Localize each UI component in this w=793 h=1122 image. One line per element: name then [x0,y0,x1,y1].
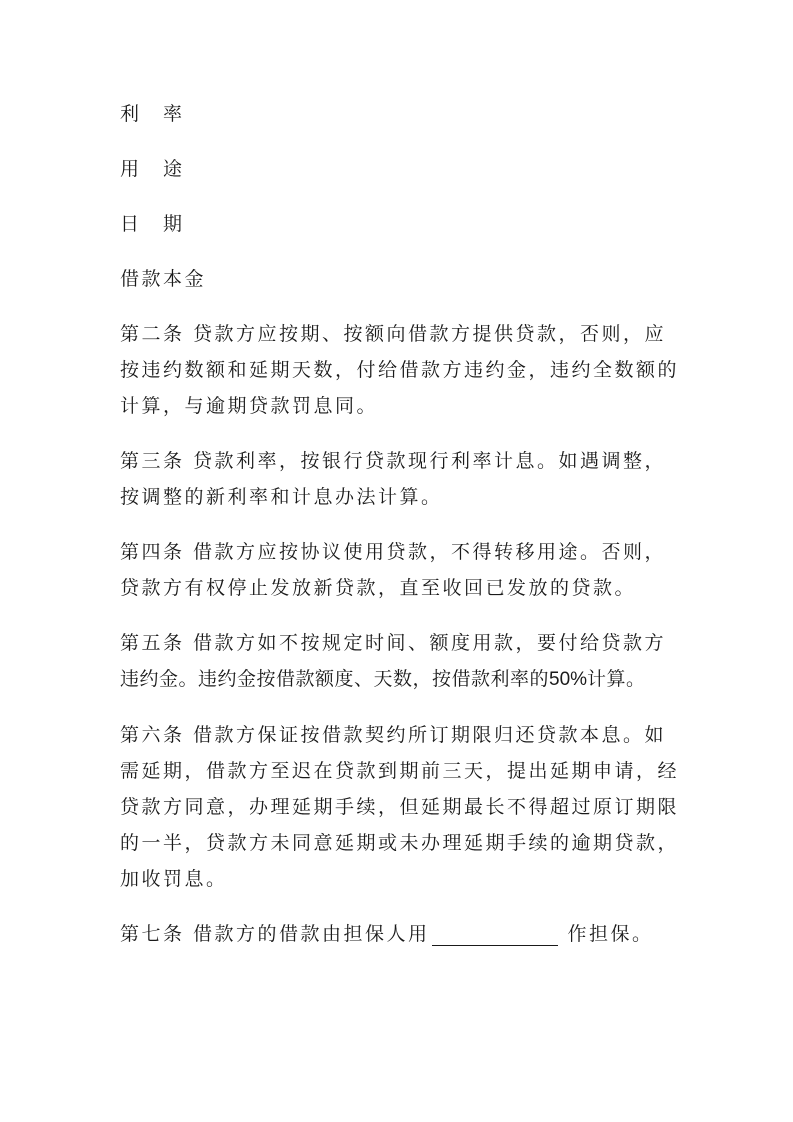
article-5-text-end: 计算。 [587,668,646,690]
article-4 [120,534,680,606]
article-3-line: 第三条 贷款利率，按银行贷款现行利率计息。如遇调整， [120,450,667,472]
article-5 [120,625,680,698]
contract-body [120,96,680,971]
article-2-line: 第二条 贷款方应按期、按额向借款方提供贷款，否则，应 [120,323,667,345]
article-2-line: 计算，与逾期贷款罚息同。 [120,395,379,417]
article-2-line: 按违约数额和延期天数，付给借款方违约金，违约全数额的 [120,359,680,381]
guarantee-blank-field[interactable] [432,919,558,946]
article-4-line: 贷款方有权停止发放新贷款，直至收回已发放的贷款。 [120,577,637,599]
article-5-line: 第五条 借款方如不按规定时间、额度用款，要付给贷款方 [120,632,667,654]
article-7-text-end: 作担保。 [567,923,654,945]
article-6-line: 加收罚息。 [120,868,228,890]
article-6-line: 贷款方同意，办理延期手续，但延期最长不得超过原订期限 [120,796,680,818]
article-5-line [120,661,680,698]
article-6 [120,717,680,897]
item-purpose: 用 途 [120,158,192,180]
article-3-line: 按调整的新利率和计息办法计算。 [120,486,443,508]
article-6-line: 第六条 借款方保证按借款契约所订期限归还贷款本息。如 [120,724,667,746]
article-7-text: 第七条 借款方的借款由担保人用 [120,923,430,945]
item-date: 日 期 [120,213,192,235]
article-2 [120,316,680,424]
article-4-line: 第四条 借款方应按协议使用贷款，不得转移用途。否则， [120,541,667,563]
article-6-line: 需延期，借款方至迟在贷款到期前三天，提出延期申请，经 [120,760,680,782]
article-3 [120,443,680,515]
article-6-line: 的一半，贷款方未同意延期或未办理延期手续的逾期贷款， [120,832,680,854]
article-7-line [120,916,680,952]
item-rate: 利 率 [120,103,192,125]
item-principal: 借款本金 [120,268,207,290]
article-5-text: 违约金。违约金按借款额度、天数，按借款利率的 [120,668,550,690]
article-7 [120,916,680,952]
penalty-percent: 50% [549,669,588,690]
